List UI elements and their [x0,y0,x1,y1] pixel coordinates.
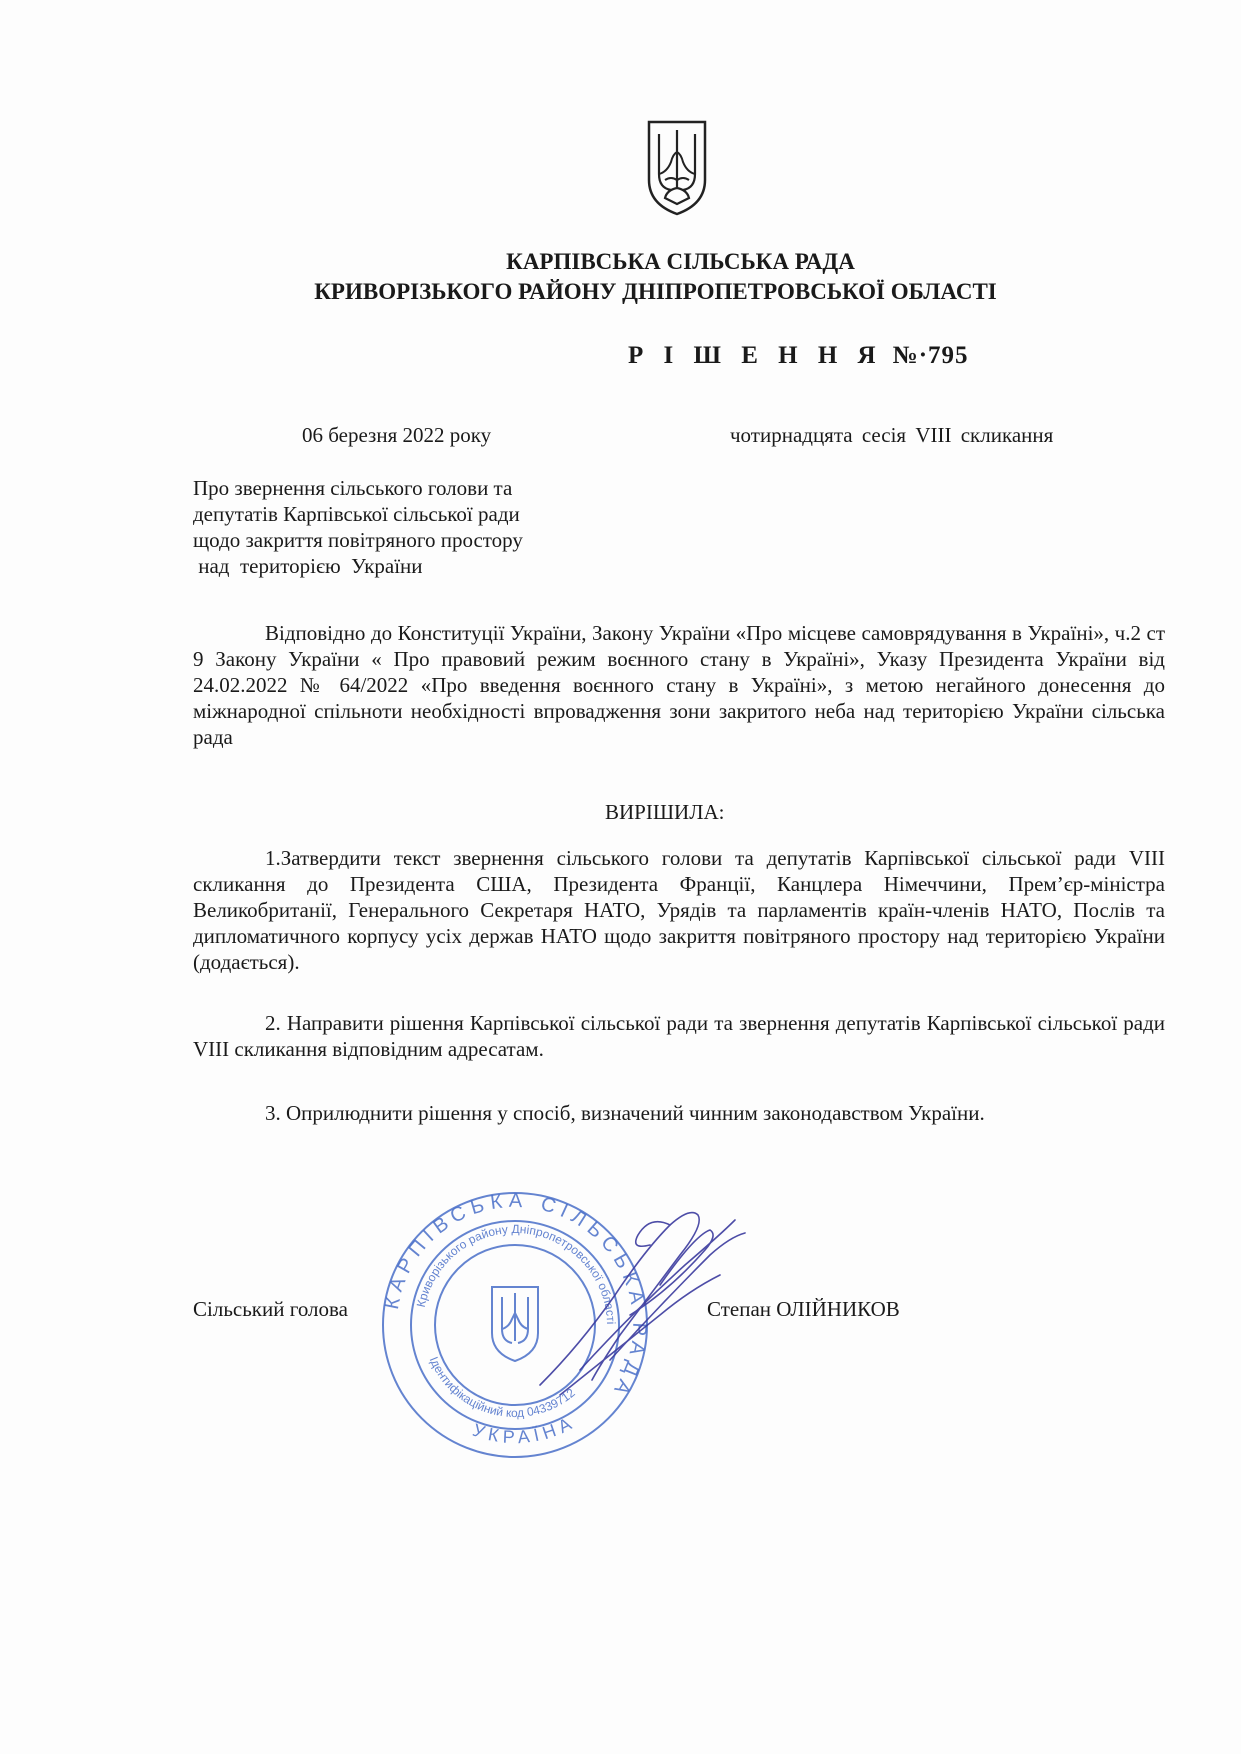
subject-line: над територією України [193,554,423,578]
preamble-paragraph: Відповідно до Конституції України, Закону України «Про місцеве самоврядування в Україні», ч.2 ст 9 Закону України « Про правовий режим воєнного стану в Україні», Указу Президента України від 24.02.2022 № 64/2022 «Про введення воєнного стану в Україні», з метою негайного донесення до міжнародної спільноти необхідності впровадження зони закритого неба над територією України сільська рада [193,621,1165,749]
item-2-paragraph: 2. Направити рішення Карпівської сільської ради та звернення депутатів Карпівської сільської ради VIII скликання відповідним адресатам. [193,1011,1165,1061]
coat-of-arms-icon [645,118,709,218]
org-name-line2: КРИВОРІЗЬКОГО РАЙОНУ ДНІПРОПЕТРОВСЬКОЇ ОБЛАСТІ [314,279,997,304]
signatory-name: Степан ОЛІЙНИКОВ [707,1297,900,1321]
org-name-line1: КАРПІВСЬКА СІЛЬСЬКА РАДА [506,249,855,274]
item-1-paragraph: 1.Затвердити текст звернення сільського голови та депутатів Карпівської сільської ради VIII скликання до Президента США, Президента Франції, Канцлера Німеччини, Прем’єр-міністра Великобританії, Генерального Секретаря НАТО, Урядів та парламентів країн-членів НАТО, Послів та дипломатичного корпусу усіх держав НАТО щодо закриття повітряного простору над територією України (додається). [193,846,1165,974]
organization-header [0,247,1241,307]
decision-number: №·795 [892,342,969,369]
decision-title [628,342,969,370]
decision-label: Р І Ш Е Н Н Я [628,342,883,369]
item-3-paragraph: 3. Оприлюднити рішення у спосіб, визначений чинним законодавством України. [265,1101,985,1125]
session-info: чотирнадцята сесія VIII скликання [730,423,1054,447]
resolved-heading: ВИРІШИЛА: [605,800,725,824]
decision-date: 06 березня 2022 року [302,423,492,447]
subject-line: Про звернення сільського голови та [193,476,513,500]
stamp-inner-text: Криворізького району Дніпропетровської області [413,1221,619,1325]
stamp-outer-text: КАРПІВСЬКА СІЛЬСЬКА РАДА [380,1190,650,1404]
signatory-role: Сільський голова [193,1297,348,1321]
handwritten-signature [520,1195,760,1405]
decision-subject [193,475,623,579]
subject-line: депутатів Карпівської сільської ради [193,502,520,526]
stamp-code-text: Ідентифікаційний код 04339712 [426,1354,578,1421]
stamp-bottom-text: УКРАЇНА [470,1411,580,1448]
subject-line: щодо закриття повітряного простору [193,528,523,552]
